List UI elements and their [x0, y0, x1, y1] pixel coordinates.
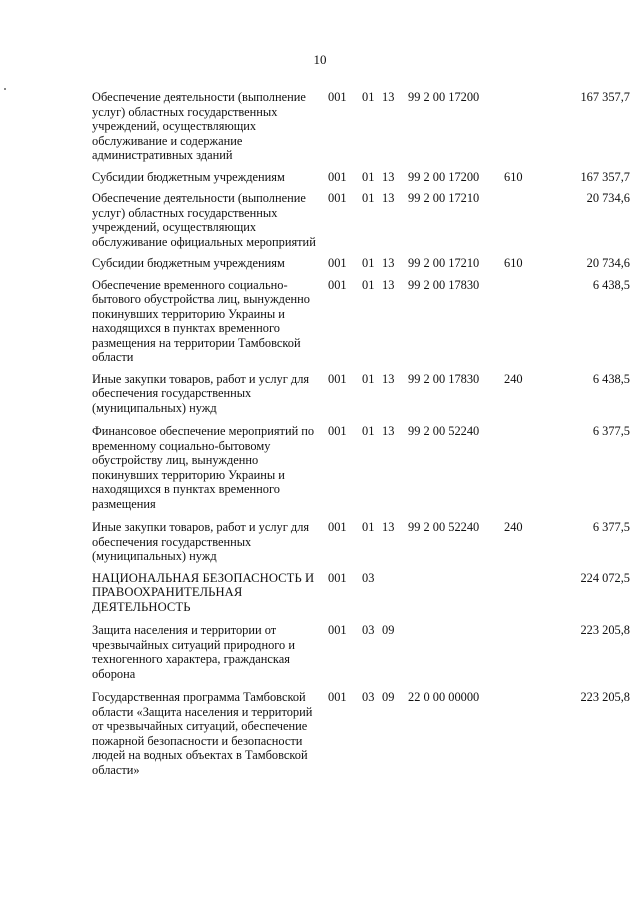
table-row [92, 690, 630, 777]
table-row [92, 278, 630, 372]
row-section: 01 [362, 90, 375, 104]
row-target-article [408, 623, 504, 690]
row-expense-type: 240 [504, 371, 523, 386]
row-expense-type [504, 424, 534, 520]
row-section: 01 [362, 256, 375, 270]
row-subsection: 13 [382, 191, 395, 205]
row-target-article: 99 2 00 52240 [408, 424, 480, 438]
row-ved: 001 [328, 570, 347, 585]
row-subsection: 13 [382, 371, 395, 386]
row-amount: 6 377,5 [592, 424, 630, 438]
row-name: Обеспечение деятельности (выполнение услуг) областных государственных учреждений, осуществляющих обслуживание и содержание административных зданий [92, 90, 306, 162]
row-ved: 001 [328, 690, 347, 704]
table-row [92, 256, 630, 278]
table-row [92, 520, 630, 571]
row-ved: 001 [328, 169, 347, 184]
row-expense-type [504, 90, 534, 170]
row-expense-type: 240 [504, 520, 523, 534]
row-target-article: 99 2 00 17830 [408, 371, 480, 386]
row-subsection: 13 [382, 256, 395, 270]
row-name: Финансовое обеспечение мероприятий по временному социально-бытовому обустройству лиц, вынужденно покинувших территорию Украины и находящихся в пунктах временного размещения [92, 424, 315, 511]
row-amount: 223 205,8 [580, 690, 630, 704]
scan-mark [4, 88, 6, 90]
table-row [92, 90, 630, 170]
row-target-article: 99 2 00 17210 [408, 256, 480, 270]
row-target-article: 99 2 00 17830 [408, 277, 480, 292]
row-subsection: 09 [382, 623, 395, 637]
row-ved: 001 [328, 623, 347, 637]
row-expense-type [504, 623, 534, 690]
page-number: 10 [313, 52, 327, 67]
row-ved: 001 [328, 371, 347, 386]
row-section: 01 [362, 191, 375, 205]
row-ved: 001 [328, 191, 347, 205]
row-name: Иные закупки товаров, работ и услуг для обеспечения государственных (муниципальных) нужд [92, 520, 310, 563]
row-name: Иные закупки товаров, работ и услуг для обеспечения государственных (муниципальных) нужд [92, 371, 310, 415]
row-ved: 001 [328, 277, 347, 292]
table-row [92, 191, 630, 256]
row-amount: 223 205,8 [580, 623, 630, 637]
row-amount: 167 357,7 [580, 169, 630, 184]
row-subsection: 13 [382, 520, 395, 534]
row-section: 01 [362, 424, 375, 438]
row-subsection: 13 [382, 277, 395, 292]
row-target-article: 99 2 00 17210 [408, 191, 480, 205]
table-row [92, 170, 630, 192]
row-subsection [382, 571, 408, 624]
row-expense-type: 610 [504, 256, 523, 270]
row-ved: 001 [328, 90, 347, 104]
row-expense-type: 610 [504, 169, 523, 184]
row-section: 01 [362, 169, 375, 184]
row-ved: 001 [328, 520, 347, 534]
row-subsection: 09 [382, 690, 395, 704]
row-amount: 6 438,5 [592, 371, 630, 386]
row-amount: 6 377,5 [592, 520, 630, 534]
row-name: Субсидии бюджетным учреждениям [92, 256, 285, 270]
row-amount: 167 357,7 [580, 90, 630, 104]
row-target-article: 99 2 00 17200 [408, 90, 480, 104]
table-row [92, 571, 630, 624]
row-target-article [408, 571, 504, 624]
row-section: 01 [362, 371, 375, 386]
row-expense-type [504, 278, 534, 372]
budget-table [92, 90, 630, 777]
row-amount: 20 734,6 [586, 191, 630, 205]
row-amount: 224 072,5 [580, 570, 630, 585]
row-target-article: 99 2 00 17200 [408, 169, 480, 184]
row-subsection: 13 [382, 424, 395, 438]
row-expense-type [504, 690, 534, 777]
row-target-article: 99 2 00 52240 [408, 520, 480, 534]
row-expense-type [504, 571, 534, 624]
row-amount: 6 438,5 [592, 277, 630, 292]
table-row [92, 372, 630, 425]
table-row [92, 623, 630, 690]
row-subsection: 13 [382, 169, 395, 184]
row-ved: 001 [328, 424, 347, 438]
row-amount: 20 734,6 [586, 256, 630, 270]
table-row [92, 424, 630, 520]
row-expense-type [504, 191, 534, 256]
row-target-article: 22 0 00 00000 [408, 690, 480, 704]
row-name: Субсидии бюджетным учреждениям [92, 169, 285, 184]
row-section: 03 [362, 623, 375, 637]
row-section: 01 [362, 277, 375, 292]
row-section: 03 [362, 690, 375, 704]
row-section: 01 [362, 520, 375, 534]
row-subsection: 13 [382, 90, 395, 104]
row-name: Защита населения и территории от чрезвычайных ситуаций природного и техногенного характера, гражданская оборона [92, 623, 295, 681]
row-name: НАЦИОНАЛЬНАЯ БЕЗОПАСНОСТЬ И ПРАВООХРАНИТЕЛЬНАЯ ДЕЯТЕЛЬНОСТЬ [92, 570, 315, 614]
row-ved: 001 [328, 256, 347, 270]
row-name: Обеспечение временного социально-бытового обустройства лиц, вынужденно покинувших территорию Украины и находящихся в пунктах временного размещения на территории Тамбовской области [92, 277, 310, 364]
row-name: Обеспечение деятельности (выполнение услуг) областных государственных учреждений, осуществляющих обслуживание официальных мероприятий [92, 191, 316, 249]
row-section: 03 [362, 570, 375, 585]
row-name: Государственная программа Тамбовской области «Защита населения и территорий от чрезвычайных ситуаций, обеспечение пожарной безопасности и безопасности людей на водных объектах в Тамбовской области» [92, 690, 313, 777]
